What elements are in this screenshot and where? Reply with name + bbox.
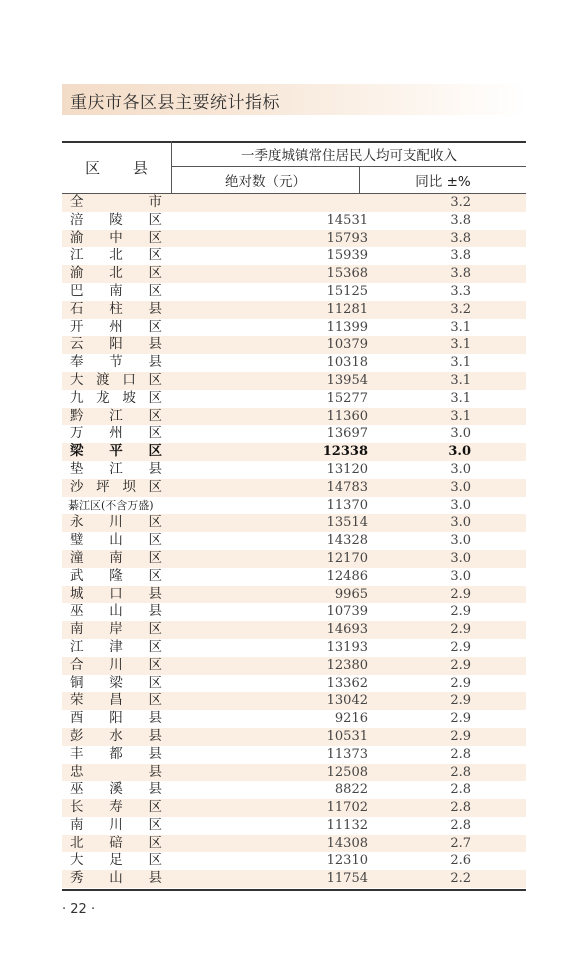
- absolute-value: 15125: [326, 283, 368, 299]
- region-name-char: 山: [109, 532, 123, 549]
- region-name-char: 江: [109, 460, 123, 477]
- region-name-char: 区: [148, 638, 162, 655]
- table-row: [62, 301, 526, 319]
- region-name-char: 节: [109, 354, 123, 371]
- region-name-char: 九: [70, 389, 84, 406]
- region-name: [70, 817, 162, 835]
- table-row: [62, 425, 526, 443]
- region-name-char: 市: [148, 194, 162, 210]
- absolute-value: 11702: [326, 800, 368, 816]
- region-name-char: 永: [70, 514, 84, 531]
- table-row: [62, 372, 526, 390]
- yoy-value: 3.8: [450, 266, 471, 282]
- region-name-char: 山: [109, 603, 123, 620]
- region-name-char: 沙: [70, 478, 84, 495]
- yoy-value: 2.9: [450, 728, 471, 744]
- region-name-char: 区: [148, 443, 162, 460]
- region-name-char: 区: [148, 567, 162, 584]
- region-name-char: 区: [148, 852, 162, 869]
- absolute-value: 15793: [326, 230, 368, 246]
- absolute-value: 10379: [326, 337, 368, 353]
- region-name: [68, 497, 168, 515]
- region-name: [70, 265, 162, 283]
- table-row: [62, 319, 526, 337]
- region-name-text: 綦江区(不含万盛): [68, 498, 154, 512]
- region-name-char: 龙: [96, 389, 110, 406]
- region-name-char: 山: [109, 870, 123, 887]
- region-name: [70, 657, 162, 675]
- absolute-value: 12310: [326, 853, 368, 869]
- header-income-group: 一季度城镇常住居民人均可支配收入: [241, 147, 457, 164]
- table-row: [62, 550, 526, 568]
- page-number: · 22 ·: [62, 902, 96, 917]
- region-name: [70, 675, 162, 693]
- table-row: [62, 781, 526, 799]
- region-name-char: 开: [70, 318, 84, 335]
- region-name-char: 潼: [70, 549, 84, 566]
- region-name-char: 合: [70, 656, 84, 673]
- region-name-char: 武: [70, 567, 84, 584]
- absolute-value: 11281: [326, 301, 368, 317]
- region-name-char: 南: [109, 549, 123, 566]
- yoy-value: 2.8: [450, 817, 471, 833]
- region-name-char: 区: [148, 532, 162, 549]
- region-name-char: 江: [109, 407, 123, 424]
- table-row: [62, 586, 526, 604]
- yoy-value: 2.6: [450, 853, 471, 869]
- yoy-value: 3.0: [450, 497, 471, 513]
- yoy-value: 2.9: [450, 657, 471, 673]
- region-name: [70, 692, 162, 710]
- absolute-value: 10531: [326, 728, 368, 744]
- region-name: [70, 372, 162, 390]
- region-name-char: 区: [148, 407, 162, 424]
- yoy-value: 3.0: [450, 568, 471, 584]
- region-name-char: 区: [148, 478, 162, 495]
- region-name-char: 区: [148, 656, 162, 673]
- region-name-char: 州: [109, 318, 123, 335]
- region-name: [70, 639, 162, 657]
- yoy-value: 3.2: [450, 195, 471, 210]
- table-row: [62, 390, 526, 408]
- yoy-value: 2.9: [450, 604, 471, 620]
- region-name-char: 中: [109, 229, 123, 246]
- absolute-value: 12338: [322, 444, 368, 460]
- region-name: [70, 336, 162, 354]
- region-name: [70, 390, 162, 408]
- region-name-char: 溪: [109, 781, 123, 798]
- absolute-value: 15368: [326, 266, 368, 282]
- region-name: [70, 443, 162, 461]
- region-name-char: 丰: [70, 745, 84, 762]
- region-name-char: 口: [122, 371, 136, 388]
- region-name-char: 区: [148, 229, 162, 246]
- region-name-char: 坡: [122, 389, 136, 406]
- table-row: [62, 728, 526, 746]
- region-name-char: 渝: [70, 265, 84, 282]
- absolute-value: [172, 194, 368, 212]
- region-name-char: 南: [70, 621, 84, 638]
- absolute-value: 11754: [326, 871, 368, 887]
- region-name-char: 渝: [70, 229, 84, 246]
- region-name-char: 隆: [109, 567, 123, 584]
- region-name-char: 南: [70, 816, 84, 833]
- yoy-value: 3.8: [450, 248, 471, 264]
- absolute-value: 15939: [326, 248, 368, 264]
- absolute-value: 11373: [326, 746, 368, 762]
- region-name-char: 县: [148, 763, 162, 780]
- yoy-value: 2.8: [450, 782, 471, 798]
- region-name: [70, 621, 162, 639]
- yoy-value: 2.9: [450, 639, 471, 655]
- absolute-value: 12380: [326, 657, 368, 673]
- region-name-char: 长: [70, 799, 84, 816]
- region-name-char: 县: [148, 603, 162, 620]
- region-name: [70, 194, 162, 212]
- yoy-value: 2.8: [450, 764, 471, 780]
- absolute-value: 11399: [326, 319, 368, 335]
- table-row: [62, 657, 526, 675]
- absolute-value: 13697: [326, 426, 368, 442]
- absolute-value: 9965: [334, 586, 368, 602]
- yoy-value: 2.9: [450, 622, 471, 638]
- region-name-char: 北: [109, 247, 123, 264]
- yoy-value: 3.0: [450, 461, 471, 477]
- region-name-char: 江: [70, 638, 84, 655]
- absolute-value: 14693: [326, 622, 368, 638]
- region-name-char: 大: [70, 852, 84, 869]
- table-row: [62, 497, 526, 515]
- region-name: [70, 212, 162, 230]
- absolute-value: 14783: [326, 479, 368, 495]
- table-row: [62, 764, 526, 782]
- region-name-char: 区: [148, 674, 162, 691]
- region-name: [70, 408, 162, 426]
- yoy-value: 3.1: [450, 372, 471, 388]
- yoy-value: 3.0: [450, 515, 471, 531]
- region-name-char: 县: [148, 870, 162, 887]
- yoy-value: 3.1: [450, 390, 471, 406]
- table-row: [62, 283, 526, 301]
- region-name: [70, 764, 162, 782]
- region-name: [70, 728, 162, 746]
- region-name-char: 区: [148, 816, 162, 833]
- region-name-char: 秀: [70, 870, 84, 887]
- table-row: [62, 710, 526, 728]
- absolute-value: 12508: [326, 764, 368, 780]
- yoy-value: 3.8: [450, 212, 471, 228]
- region-name-char: 碚: [109, 834, 123, 851]
- table-row: [62, 746, 526, 764]
- absolute-value: 13514: [326, 515, 368, 531]
- yoy-value: 2.9: [450, 693, 471, 709]
- region-name-char: 全: [70, 194, 84, 210]
- table-row: [62, 212, 526, 230]
- region-name-char: 城: [70, 585, 84, 602]
- region-name-char: 寿: [109, 799, 123, 816]
- region-name-char: 巫: [70, 781, 84, 798]
- region-name-char: 南: [109, 282, 123, 299]
- table-row: [62, 443, 526, 461]
- region-name-char: 津: [109, 638, 123, 655]
- table-row: [62, 675, 526, 693]
- region-name: [70, 746, 162, 764]
- region-name-char: 奉: [70, 354, 84, 371]
- table-row: [62, 461, 526, 479]
- region-name-char: 县: [148, 300, 162, 317]
- yoy-value: 2.2: [450, 871, 471, 887]
- yoy-value: 2.9: [450, 675, 471, 691]
- table-body: [62, 194, 526, 888]
- region-name-char: 区: [148, 514, 162, 531]
- region-name-char: 区: [148, 265, 162, 282]
- region-name-char: 川: [109, 514, 123, 531]
- absolute-value: 14308: [326, 835, 368, 851]
- title-band: [62, 84, 526, 115]
- region-name: [70, 852, 162, 870]
- region-name: [70, 461, 162, 479]
- region-name: [70, 283, 162, 301]
- region-name-char: 璧: [70, 532, 84, 549]
- region-name-char: 梁: [70, 443, 84, 460]
- region-name-char: 柱: [109, 300, 123, 317]
- region-name-char: 万: [70, 425, 84, 442]
- yoy-value: 3.1: [450, 408, 471, 424]
- region-name: [70, 568, 162, 586]
- region-name: [70, 799, 162, 817]
- region-name: [70, 781, 162, 799]
- region-name: [70, 247, 162, 265]
- region-name: [70, 835, 162, 853]
- absolute-value: 11360: [326, 408, 368, 424]
- header-yoy: 同比 ±%: [415, 174, 471, 190]
- region-name: [70, 532, 162, 550]
- region-name-char: 县: [148, 727, 162, 744]
- absolute-value: 14328: [326, 533, 368, 549]
- table-row: [62, 568, 526, 586]
- table-bottom-rule: [62, 889, 526, 891]
- region-name-char: 坪: [96, 478, 110, 495]
- region-name-char: 石: [70, 300, 84, 317]
- yoy-value: 2.8: [450, 746, 471, 762]
- region-name: [70, 603, 162, 621]
- region-name-char: 县: [148, 745, 162, 762]
- yoy-value: 3.1: [450, 319, 471, 335]
- region-name: [70, 550, 162, 568]
- region-name-char: 巫: [70, 603, 84, 620]
- region-name-char: 都: [109, 745, 123, 762]
- absolute-value: 13120: [326, 461, 368, 477]
- region-name-char: 区: [148, 621, 162, 638]
- absolute-value: 8822: [334, 782, 368, 798]
- region-name: [70, 301, 162, 319]
- region-name-char: 平: [109, 443, 123, 460]
- region-name-char: 北: [70, 834, 84, 851]
- region-name: [70, 319, 162, 337]
- absolute-value: 12170: [326, 550, 368, 566]
- region-name: [70, 354, 162, 372]
- region-name-char: 区: [148, 371, 162, 388]
- region-name-char: 足: [109, 852, 123, 869]
- yoy-value: 3.1: [450, 355, 471, 371]
- region-name-char: 州: [109, 425, 123, 442]
- region-name-char: 阳: [109, 710, 123, 727]
- region-name-char: 忠: [70, 763, 84, 780]
- table-row: [62, 639, 526, 657]
- region-name-char: 区: [148, 282, 162, 299]
- table-row: [62, 247, 526, 265]
- region-name: [70, 514, 162, 532]
- yoy-value: 2.7: [450, 835, 471, 851]
- region-name-char: 渡: [96, 371, 110, 388]
- region-name: [70, 230, 162, 248]
- region-name-char: 涪: [70, 211, 84, 228]
- absolute-value: 9216: [334, 711, 368, 727]
- table-row: [62, 603, 526, 621]
- absolute-value: 13362: [326, 675, 368, 691]
- region-name-char: 铜: [70, 674, 84, 691]
- region-name-char: 梁: [109, 674, 123, 691]
- region-name-char: 川: [109, 656, 123, 673]
- table-row: [62, 514, 526, 532]
- region-name-char: 垫: [70, 460, 84, 477]
- region-name-char: 酉: [70, 710, 84, 727]
- region-name-char: 彭: [70, 727, 84, 744]
- region-name-char: 陵: [109, 211, 123, 228]
- region-name: [70, 586, 162, 604]
- table-row: [62, 852, 526, 870]
- yoy-value: 3.0: [450, 550, 471, 566]
- region-name-char: 区: [148, 247, 162, 264]
- region-name-char: 坝: [122, 478, 136, 495]
- region-name-char: 区: [148, 318, 162, 335]
- region-name-char: 区: [148, 425, 162, 442]
- region-name-char: 区: [148, 799, 162, 816]
- absolute-value: 14531: [326, 212, 368, 228]
- yoy-value: 3.2: [450, 301, 471, 317]
- absolute-value: 10739: [326, 604, 368, 620]
- region-name-char: 县: [148, 710, 162, 727]
- region-name-char: 阳: [109, 336, 123, 353]
- region-name-char: 区: [148, 549, 162, 566]
- region-name-char: 荣: [70, 692, 84, 709]
- region-name-char: 区: [148, 389, 162, 406]
- absolute-value: 13954: [326, 372, 368, 388]
- absolute-value: 10318: [326, 355, 368, 371]
- region-name-char: 川: [109, 816, 123, 833]
- yoy-value: 3.0: [450, 479, 471, 495]
- region-name-char: 区: [148, 211, 162, 228]
- page-title: 重庆市各区县主要统计指标: [70, 93, 280, 113]
- region-name-char: 县: [148, 354, 162, 371]
- yoy-value: 2.8: [450, 800, 471, 816]
- yoy-value: 3.0: [450, 426, 471, 442]
- table-row: [62, 408, 526, 426]
- yoy-value: 2.9: [450, 586, 471, 602]
- yoy-value: 3.0: [450, 533, 471, 549]
- yoy-value: 2.9: [450, 711, 471, 727]
- region-name-char: 北: [109, 265, 123, 282]
- table-row: [62, 692, 526, 710]
- region-name-char: 县: [148, 781, 162, 798]
- absolute-value: 11132: [326, 817, 368, 833]
- yoy-value: 3.0: [448, 444, 471, 460]
- header-region: 区 县: [85, 158, 162, 177]
- table-row: [62, 799, 526, 817]
- region-name-char: 巴: [70, 282, 84, 299]
- region-name-char: 昌: [109, 692, 123, 709]
- table-row: [62, 532, 526, 550]
- region-name-char: 水: [109, 727, 123, 744]
- absolute-value: 12486: [326, 568, 368, 584]
- yoy-value: 3.1: [450, 337, 471, 353]
- absolute-value: 11370: [326, 497, 368, 513]
- table-row: [62, 230, 526, 248]
- absolute-value: 13193: [326, 639, 368, 655]
- table-row: [62, 194, 526, 212]
- region-name-char: 云: [70, 336, 84, 353]
- region-name: [70, 425, 162, 443]
- region-name-char: 县: [148, 336, 162, 353]
- table-row: [62, 265, 526, 283]
- region-name-char: 大: [70, 371, 84, 388]
- region-name-char: 江: [70, 247, 84, 264]
- region-name-char: 区: [148, 692, 162, 709]
- table-row: [62, 354, 526, 372]
- region-name-char: 口: [109, 585, 123, 602]
- region-name: [70, 710, 162, 728]
- table-row: [62, 835, 526, 853]
- region-name-char: 县: [148, 460, 162, 477]
- yoy-value: 3.8: [450, 230, 471, 246]
- table-row: [62, 479, 526, 497]
- region-name-char: 黔: [70, 407, 84, 424]
- region-name-char: 岸: [109, 621, 123, 638]
- region-name: [70, 870, 162, 888]
- region-name: [70, 479, 162, 497]
- table-row: [62, 621, 526, 639]
- absolute-value: 15277: [326, 390, 368, 406]
- table-row: [62, 870, 526, 888]
- table-row: [62, 336, 526, 354]
- header-absolute: 绝对数（元）: [225, 174, 306, 190]
- region-name-char: 县: [148, 585, 162, 602]
- absolute-value: 13042: [326, 693, 368, 709]
- table-row: [62, 817, 526, 835]
- region-name-char: 区: [148, 834, 162, 851]
- yoy-value: 3.3: [450, 283, 471, 299]
